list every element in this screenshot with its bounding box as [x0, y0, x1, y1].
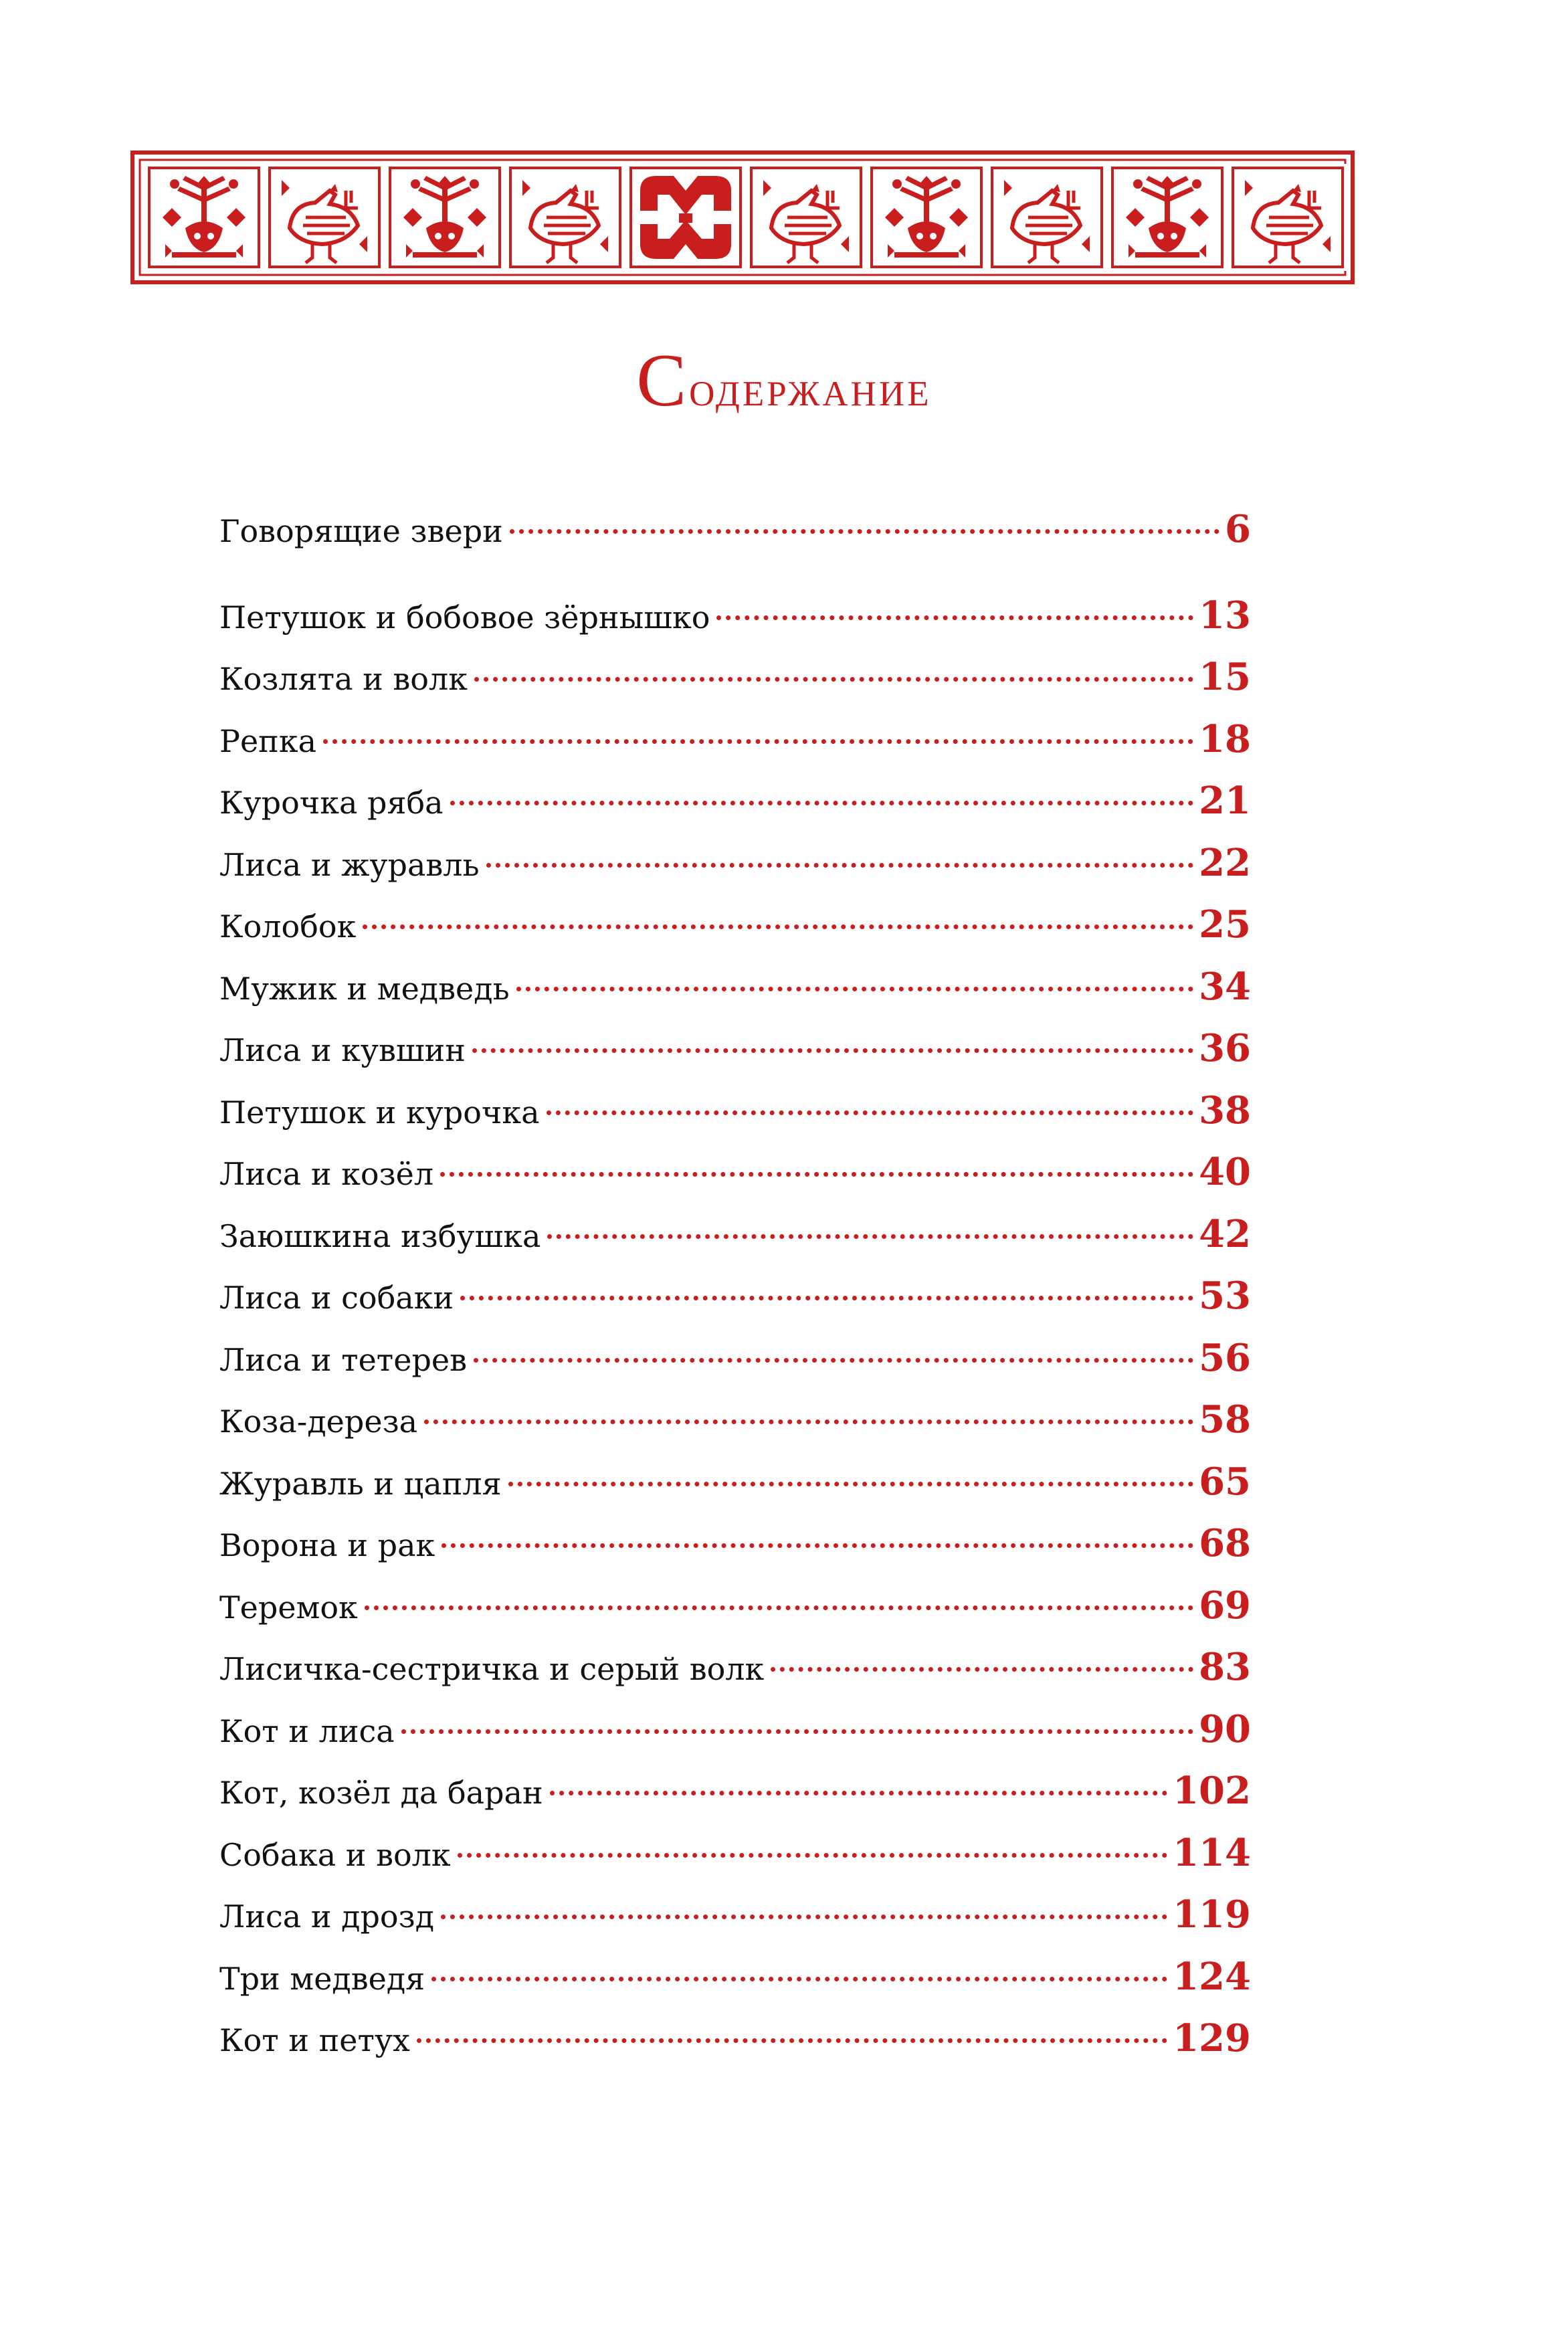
- toc-entry-page-number: 65: [1199, 1459, 1251, 1504]
- toc-entry[interactable]: [219, 498, 1251, 561]
- toc-entry-title: Петушок и бобовое зёрнышко: [219, 599, 710, 635]
- toc-entry[interactable]: [219, 1389, 1251, 1451]
- toc-entry[interactable]: [219, 1327, 1251, 1389]
- toc-entry[interactable]: [219, 956, 1251, 1018]
- toc-entry-page-number: 83: [1199, 1645, 1251, 1689]
- toc-entry-title: Ворона и рак: [219, 1527, 435, 1563]
- toc-entry[interactable]: [219, 1451, 1251, 1513]
- toc-entry-title: Журавль и цапля: [219, 1465, 502, 1502]
- toc-entry-title: Лиса и кувшин: [219, 1032, 466, 1068]
- dotted-leader: [431, 1977, 1167, 1981]
- dotted-leader: [508, 1482, 1193, 1486]
- toc-entry-title: Лиса и дрозд: [219, 1898, 435, 1935]
- toc-entry-page-number: 56: [1199, 1335, 1251, 1380]
- toc-entry-title: Собака и волк: [219, 1836, 451, 1873]
- dotted-leader: [486, 863, 1194, 868]
- toc-entry-title: Мужик и медведь: [219, 970, 510, 1007]
- dotted-leader: [363, 924, 1193, 929]
- dotted-leader: [474, 1358, 1193, 1363]
- toc-entry-title: Лиса и тетерев: [219, 1341, 468, 1378]
- toc-entry[interactable]: [219, 1575, 1251, 1637]
- dotted-leader: [510, 529, 1219, 534]
- toc-entry[interactable]: [219, 646, 1251, 708]
- toc-entry-title: Заюшкина избушка: [219, 1217, 541, 1254]
- toc-entry[interactable]: [219, 1636, 1251, 1698]
- title-initial: С: [636, 339, 690, 422]
- toc-entry-page-number: 69: [1199, 1583, 1251, 1628]
- dotted-leader: [547, 1234, 1193, 1239]
- dotted-leader: [516, 987, 1193, 991]
- toc-entry[interactable]: [219, 894, 1251, 956]
- toc-entry-page-number: 15: [1199, 655, 1251, 699]
- toc-entry-page-number: 40: [1199, 1150, 1251, 1194]
- table-of-contents: [219, 498, 1251, 2070]
- dotted-leader: [550, 1791, 1167, 1795]
- toc-entry-page-number: 13: [1199, 593, 1251, 638]
- toc-entry[interactable]: [219, 708, 1251, 771]
- toc-entry-page-number: 34: [1199, 964, 1251, 1009]
- toc-entry[interactable]: [219, 770, 1251, 832]
- toc-entry-page-number: 25: [1199, 902, 1251, 947]
- dotted-leader: [442, 1543, 1193, 1548]
- toc-entry[interactable]: [219, 2008, 1251, 2070]
- toc-entry-page-number: 6: [1225, 507, 1251, 551]
- toc-entry-page-number: 129: [1173, 2016, 1251, 2060]
- toc-entry-page-number: 90: [1199, 1706, 1251, 1751]
- toc-entry[interactable]: [219, 1760, 1251, 1822]
- toc-entry-title: Три медведя: [219, 1960, 425, 1997]
- dotted-leader: [323, 739, 1193, 744]
- toc-entry-title: Лиса и собаки: [219, 1280, 454, 1316]
- toc-entry-page-number: 58: [1199, 1397, 1251, 1442]
- toc-entry-title: Репка: [219, 722, 317, 759]
- toc-entry[interactable]: [219, 1141, 1251, 1203]
- toc-entry-page-number: 42: [1199, 1211, 1251, 1256]
- toc-entry[interactable]: [219, 832, 1251, 894]
- toc-entry-title: Кот и петух: [219, 2022, 410, 2058]
- toc-entry[interactable]: [219, 1512, 1251, 1575]
- toc-entry-page-number: 21: [1199, 779, 1251, 823]
- toc-entry-title: Курочка ряба: [219, 785, 444, 821]
- toc-entry-title: Говорящие звери: [219, 513, 503, 549]
- toc-entry[interactable]: [219, 1884, 1251, 1946]
- toc-entry-page-number: 38: [1199, 1088, 1251, 1133]
- toc-entry[interactable]: [219, 1822, 1251, 1884]
- dotted-leader: [458, 1853, 1167, 1858]
- toc-entry-title: Колобок: [219, 908, 357, 945]
- dotted-leader: [474, 677, 1193, 682]
- toc-entry-title: Кот и лиса: [219, 1713, 395, 1749]
- toc-entry[interactable]: [219, 1017, 1251, 1080]
- toc-entry[interactable]: [219, 1698, 1251, 1761]
- dotted-leader: [771, 1667, 1193, 1672]
- toc-entry-page-number: 124: [1173, 1954, 1251, 1999]
- dotted-leader: [440, 1172, 1193, 1177]
- toc-entry[interactable]: [219, 585, 1251, 647]
- toc-entry-title: Петушок и курочка: [219, 1094, 540, 1131]
- folk-embroidery-border-icon: [130, 151, 1355, 284]
- toc-entry-title: Теремок: [219, 1589, 358, 1626]
- toc-entry[interactable]: [219, 1203, 1251, 1266]
- dotted-leader: [365, 1605, 1193, 1610]
- toc-entry-title: Козлята и волк: [219, 661, 468, 697]
- toc-entry-page-number: 18: [1199, 716, 1251, 761]
- dotted-leader: [417, 2038, 1167, 2043]
- toc-entry-page-number: 53: [1199, 1274, 1251, 1318]
- toc-entry-title: Кот, козёл да баран: [219, 1775, 543, 1811]
- dotted-leader: [401, 1729, 1193, 1734]
- dotted-leader: [450, 801, 1193, 805]
- toc-entry-page-number: 119: [1173, 1892, 1251, 1937]
- dotted-leader: [472, 1048, 1193, 1053]
- toc-entry-title: Коза-дереза: [219, 1403, 418, 1440]
- dotted-leader: [547, 1110, 1194, 1115]
- toc-entry-title: Лиса и журавль: [219, 846, 480, 883]
- dotted-leader: [441, 1915, 1167, 1919]
- toc-entry-page-number: 68: [1199, 1521, 1251, 1565]
- toc-entry-page-number: 36: [1199, 1026, 1251, 1070]
- dotted-leader: [424, 1420, 1193, 1424]
- page-title: [0, 338, 1568, 424]
- dotted-leader: [460, 1296, 1193, 1300]
- toc-entry[interactable]: [219, 1946, 1251, 2008]
- toc-entry[interactable]: [219, 1265, 1251, 1327]
- toc-entry-page-number: 102: [1173, 1769, 1251, 1813]
- toc-entry-page-number: 114: [1173, 1830, 1251, 1875]
- toc-entry-title: Лисичка-сестричка и серый волк: [219, 1651, 765, 1687]
- toc-entry[interactable]: [219, 1080, 1251, 1142]
- dotted-leader: [716, 615, 1193, 620]
- toc-entry-title: Лиса и козёл: [219, 1156, 434, 1192]
- title-rest: одержание: [689, 361, 932, 417]
- toc-entry-page-number: 22: [1199, 840, 1251, 885]
